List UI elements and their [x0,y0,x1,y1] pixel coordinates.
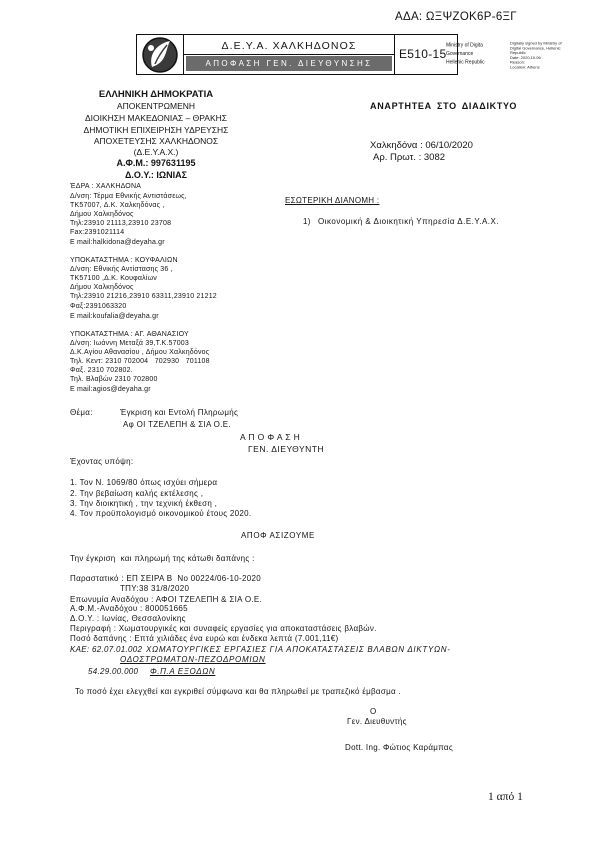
office-agios-line: Δ.Κ.Αγίου Αθανασίου , Δήμου Χαλκηδόνος [70,349,210,356]
office-seat-line: ΤΚ57007, Δ.Κ. Χαλκηδόνας , [70,202,165,209]
issuer-org-line: ΔΗΜΟΤΙΚΗ ΕΠΙΧΕΙΡΗΣΗ ΥΔΡΕΥΣΗΣ [83,125,229,135]
distribution-item-number: 1) [303,217,311,226]
kae-description: ΧΩΜΑΤΟΥΡΓΙΚΕΣ ΕΡΓΑΣΙΕΣ ΓΙΑ ΑΠΟΚΑΤΑΣΤΑΣΕΙΣ ΒΛΑΒΩΝ ΔΙΚΤΥΩΝ- [146,645,451,654]
protocol-number: Αρ. Πρωτ. : 3082 [373,152,446,163]
signature-line: Republic [510,50,526,55]
subject-line: Έγκριση και Εντολή Πληρωμής [120,408,239,417]
office-koufalia-line: Δήμου Χαλκηδόνος [70,284,134,291]
ada-code: ΑΔΑ: ΩΞΨΖΟΚ6Ρ-6ΞΓ [395,11,517,23]
expense-invoice-ref: ΤΠΥ:38 31/8/2020 [120,584,190,593]
approval-intro: Την έγκριση και πληρωμή της κάτωθι δαπάνης : [70,554,255,563]
office-seat-line: Τηλ:23910 21113,23910 23708 [70,220,172,227]
decision-subtitle: ΓΕΝ. ΔΙΕΥΘΥΝΤΗ [248,444,325,454]
issuer-org-line: (Δ.Ε.Υ.Α.Χ.) [133,147,179,157]
considering-item: 3. Την διοικητική , την τεχνική έκθεση , [70,499,218,508]
kae-code: ΚΑΕ: 62.07.01.002 [70,645,143,654]
considering-item: 4. Τον προϋπολογισμό οικονομικού έτους 2020. [70,509,252,518]
expense-contractor: Επωνυμία Αναδόχου : ΑΦΟΙ ΤΖΕΛΕΠΗ & ΣΙΑ Ο.Ε. [70,595,263,604]
subject-line: Αφ ΟΙ ΤΖΕΛΕΠΗ & ΣΙΑ Ο.Ε. [123,420,231,429]
country-name: ΕΛΛΗΝΙΚΗ ΔΗΜΟΚΡΑΤΙΑ [98,89,214,100]
office-koufalia-line: Δ/νση: Εθνικής Αντίστασης 36 , [70,266,173,273]
ministry-line: Hellenic Republic [446,59,485,65]
issuer-org-line: ΑΠΟΚΕΝΤΡΩΜΕΝΗ [116,101,196,111]
kae-description: ΟΔΟΣΤΡΩΜΑΤΩΝ-ΠΕΖΟΔΡΟΜΙΩΝ [120,655,266,664]
expense-amount: Ποσό δαπάνης : Επτά χιλιάδες ένα ευρώ και ένδεκα λεπτά (7.001,11€) [70,634,339,643]
decision-title: Α Π Ο Φ Α Σ Η [240,432,301,442]
office-seat-line: Δήμου Χαλκηδόνος [70,211,134,218]
office-seat-line: Δ/νση: Τέρμα Εθνικής Αντιστάσεως, [70,193,187,200]
signature-details [510,41,562,70]
office-seat-line: Fax:2391021114 [70,229,125,236]
place-date: Χαλκηδόνα : 06/10/2020 [370,140,473,151]
office-koufalia-line: E mail:koufalia@deyaha.gr [70,313,159,320]
subject-label: Θέμα: [70,408,93,417]
ministry-line: Governance [446,51,474,57]
issuer-afm: Α.Φ.Μ.: 997631195 [116,158,196,168]
signature-line: Digital Governance, Hellenic [510,45,561,51]
expense-tax-office: Δ.Ο.Υ. : Ιωνίας, Θεσσαλονίκης [70,614,186,623]
office-agios-line: Τηλ. Βλαβών 2310 702800 [70,376,158,383]
signatory-title: Γεν. Διευθυντής [347,717,407,726]
signature-line: Location: Athens [510,64,540,70]
signature-line: Date: 2020.10.06 [510,55,541,60]
office-koufalia-line: Φαξ:2391063320 [70,303,127,310]
document-code: Ε510-15 [399,47,447,61]
expense-description: Περιγραφή : Χωματουργικές και συναφείς εργασίες για αποκαταστάσεις βλαβών. [70,624,377,633]
issuer-org-line: ΑΠΟΧΕΤΕΥΣΗΣ ΧΑΛΚΗΔΟΝΟΣ [93,136,219,146]
kae-description: Φ.Π.Α ΕΞΟΔΩΝ [150,667,216,676]
ministry-line: Ministry of Digita [446,42,483,48]
header-box [136,34,458,75]
distribution-title: ΕΣΩΤΕΡΙΚΗ ΔΙΑΝΟΜΗ : [285,196,380,205]
office-seat-line: E mail:halkidona@deyaha.gr [70,239,165,246]
considering-label: Έχοντας υπόψη: [70,457,134,466]
page-number: 1 από 1 [488,791,523,803]
signature-ministry-text [446,41,485,67]
signatory-name: Dott. Ing. Φώτιος Καράμπας [345,743,453,752]
deyax-logo-icon [141,36,179,74]
expense-contractor-afm: Α.Φ.Μ.-Αναδόχου : 800051665 [70,604,188,613]
kae-code: 54.29.00.000 [88,667,139,676]
office-agios-line: Φαξ. 2310 702802. [70,367,133,374]
office-agios-line: Δ/νση: Ιωάννη Μεταξά 39,Τ.Κ.57003 [70,340,189,347]
organization-name: Δ.Ε.Υ.Α. ΧΑΛΚΗΔΟΝΟΣ [184,38,394,55]
header-title-cell [184,35,395,74]
signature-line: Reason: [510,60,525,65]
issuer-org-line: ΔΙΟΙΚΗΣΗ ΜΑΚΕΔΟΝΙΑΣ – ΘΡΑΚΗΣ [84,113,228,123]
office-koufalia-line: ΥΠΟΚΑΤΑΣΤΗΜΑ : ΚΟΥΦΑΛΙΩΝ [70,257,178,264]
expense-invoice: Παραστατικό : ΕΠ ΣΕΙΡΑ Β Νο 00224/06-10-2020 [70,574,261,583]
signatory-article: Ο [370,707,377,716]
office-agios-line: E mail:agios@deyaha.gr [70,386,151,393]
office-agios-line: Τηλ. Κεντ: 2310 702004 702930 701108 [70,358,210,365]
office-seat-line: ΈΔΡΑ : ΧΑΛΚΗΔΟΝΑ [70,183,142,190]
office-agios-line: ΥΠΟΚΑΤΑΣΤΗΜΑ : ΑΓ. ΑΘΑΝΑΣΙΟΥ [70,331,189,338]
office-koufalia-line: ΤΚ57100 ,Δ.Κ. Κουφαλίων [70,275,157,282]
office-koufalia-line: Τηλ:23910 21216,23910 63311,23910 21212 [70,293,217,300]
considering-item: 2. Την βεβαίωση καλής εκτέλεσης , [70,489,204,498]
considering-item: 1. Τον Ν. 1069/80 όπως ισχύει σήμερα [70,478,218,487]
we-decide-heading: ΑΠΟΦ ΑΣΙΖΟΥΜΕ [241,531,315,540]
document-type-band: ΑΠΟΦΑΣΗ ΓΕΝ. ΔΙΕΥΘΥΝΣΗΣ [186,56,392,71]
issuer-doy: Δ.Ο.Υ.: ΙΩΝΙΑΣ [124,170,188,180]
logo-cell [137,35,184,74]
distribution-item-text: Οικονομική & Διοικητική Υπηρεσία Δ.Ε.Υ.Α.Χ. [318,217,500,226]
signature-line: Digitally signed by Ministry of [510,41,562,46]
closing-statement: Το ποσό έχει ελεγχθεί και εγκριθεί σύμφωνα και θα πληρωθεί με τραπεζικό έμβασμα . [75,687,401,696]
publish-notice: ΑΝΑΡΤΗΤΕΑ ΣΤΟ ΔΙΑΔΙΚΤΥΟ [370,101,518,111]
